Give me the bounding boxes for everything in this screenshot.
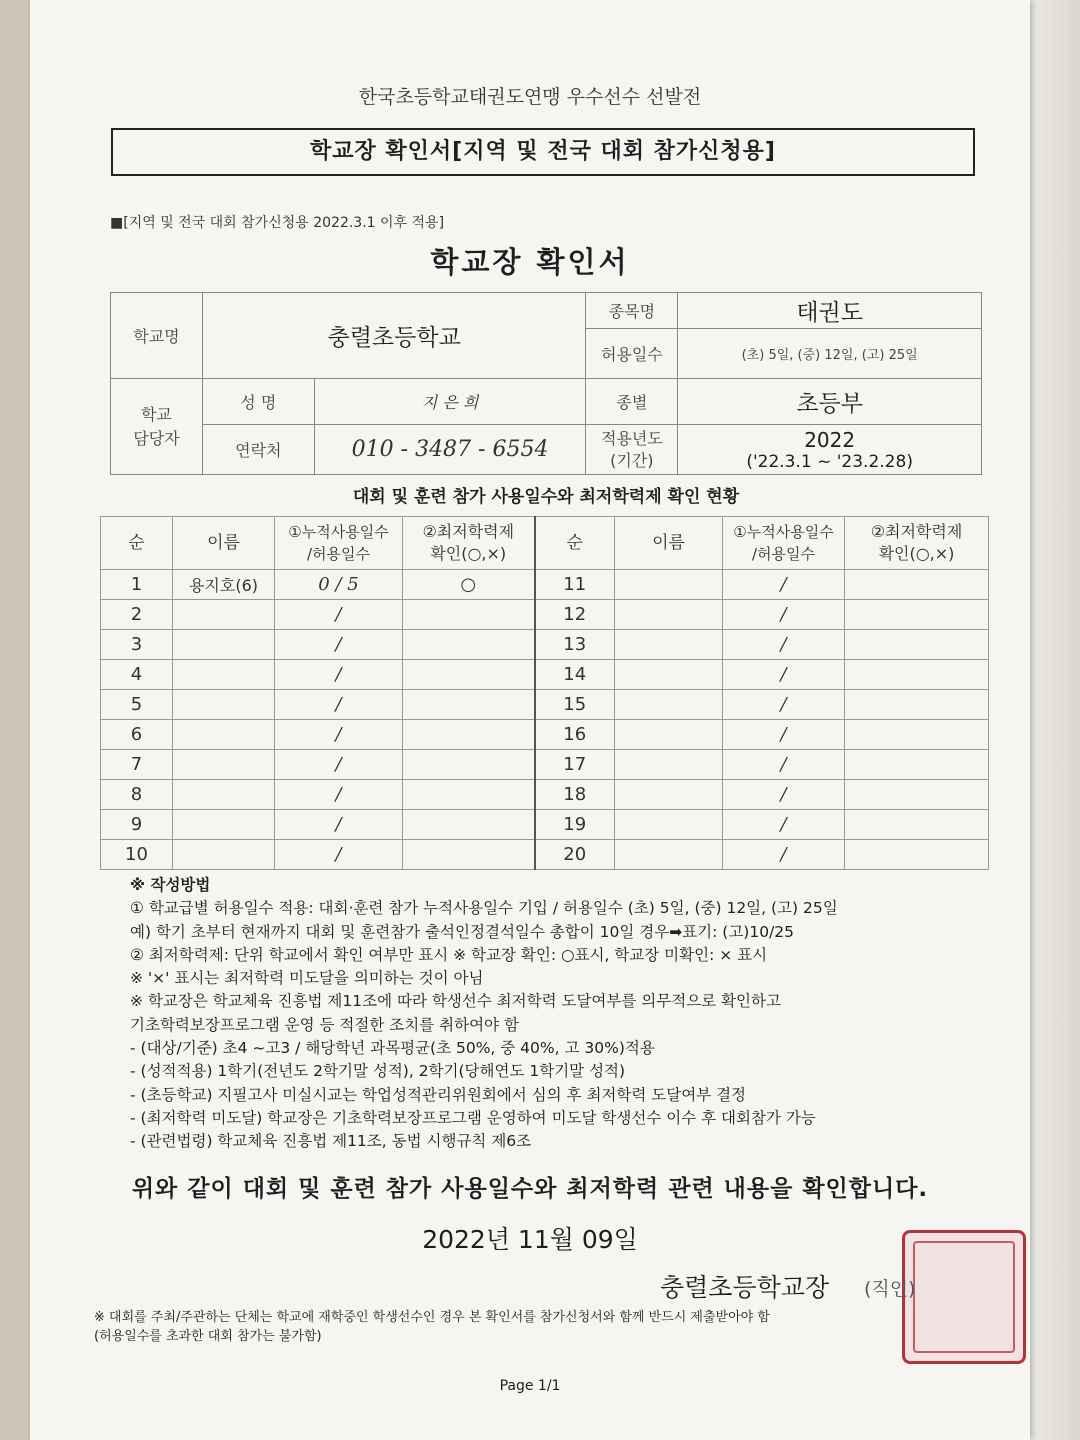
roster-cell-no: 20 [535, 840, 615, 870]
roster-cell-days: / [275, 600, 403, 630]
year-period: ('22.3.1 ~ '23.2.28) [746, 451, 913, 472]
division-value: 초등부 [678, 379, 982, 425]
roster-cell-check [403, 690, 535, 720]
roster-cell-days: / [723, 780, 845, 810]
roster-cell-no: 4 [101, 660, 173, 690]
division-label: 종별 [586, 379, 678, 425]
col-header-check: ②최저학력제 확인(○,×) [845, 517, 989, 570]
instruction-line: - (관련법령) 학교체육 진흥법 제11조, 동법 시행규칙 제6조 [130, 1132, 532, 1151]
event-value: 태권도 [678, 293, 982, 329]
roster-cell-days: / [723, 750, 845, 780]
roster-table [100, 516, 989, 870]
roster-cell-check [403, 810, 535, 840]
school-name-label: 학교명 [111, 293, 203, 379]
roster-cell-no: 8 [101, 780, 173, 810]
roster-cell-check [845, 750, 989, 780]
footnote [94, 1308, 1014, 1346]
roster-cell-name [173, 750, 275, 780]
roster-cell-name [615, 780, 723, 810]
roster-cell-no: 16 [535, 720, 615, 750]
roster-cell-check [845, 630, 989, 660]
allowed-days-value: (초) 5일, (중) 12일, (고) 25일 [678, 329, 982, 379]
table-row [101, 600, 989, 630]
roster-cell-days: / [275, 840, 403, 870]
roster-cell-check [845, 570, 989, 600]
roster-cell-name [615, 600, 723, 630]
roster-cell-no: 14 [535, 660, 615, 690]
roster-cell-no: 2 [101, 600, 173, 630]
instruction-line: - (초등학교) 지필고사 미실시교는 학업성적관리위원회에서 심의 후 최저학력 도달여부 결정 [130, 1085, 747, 1104]
col-header-days: ①누적사용일수 /허용일수 [723, 517, 845, 570]
roster-cell-name [615, 720, 723, 750]
roster-cell-days: / [275, 630, 403, 660]
footnote-line: (허용일수를 초과한 대회 참가는 불가함) [94, 1329, 322, 1344]
roster-cell-days: / [275, 750, 403, 780]
school-info-table [110, 292, 982, 475]
roster-cell-name [173, 660, 275, 690]
manager-name-value: 지 은 희 [314, 379, 586, 425]
roster-cell-check [845, 660, 989, 690]
table-row [101, 570, 989, 600]
roster-cell-check [845, 780, 989, 810]
roster-cell-no: 13 [535, 630, 615, 660]
scope-note: ■[지역 및 전국 대회 참가신청용 2022.3.1 이후 적용] [110, 215, 445, 231]
table-row [101, 660, 989, 690]
roster-section-title: 대회 및 훈련 참가 사용일수와 최저학력제 확인 현황 [352, 487, 740, 507]
instruction-line: ※ 학교장은 학교체육 진흥법 제11조에 따라 학생선수 최저학력 도달여부를 의무적으로 확인하고 [130, 992, 781, 1011]
table-row [101, 750, 989, 780]
instruction-line: 예) 학기 초부터 현재까지 대회 및 훈련참가 출석인정결석일수 총합이 10일 경우➡표기: (고)10/25 [130, 922, 795, 941]
confirmation-statement: 위와 같이 대회 및 훈련 참가 사용일수와 최저학력 관련 내용을 확인합니다. [131, 1176, 929, 1202]
roster-cell-no: 10 [101, 840, 173, 870]
event-label: 종목명 [586, 293, 678, 329]
col-header-no: 순 [101, 517, 173, 570]
roster-cell-days: / [723, 600, 845, 630]
manager-label: 학교 담당자 [111, 379, 203, 475]
roster-cell-check [403, 660, 535, 690]
roster-cell-name [615, 630, 723, 660]
instruction-line: ① 학교급별 허용일수 적용: 대회·훈련 참가 누적사용일수 기입 / 허용일수 (초) 5일, (중) 12일, (고) 25일 [130, 899, 838, 918]
roster-cell-no: 5 [101, 690, 173, 720]
instruction-line: - (대상/기준) 초4 ~고3 / 해당학년 과목평균(초 50%, 중 40%, 고 30%)적용 [130, 1039, 655, 1058]
org-title: 한국초등학교태권도연맹 우수선수 선발전 [358, 86, 702, 108]
roster-cell-check: ○ [403, 570, 535, 600]
school-name-value: 충렬초등학교 [202, 293, 586, 379]
document-title: 학교장 확인서 [430, 245, 630, 279]
year-cell [678, 425, 982, 475]
roster-cell-name [615, 690, 723, 720]
instruction-line: - (성적적용) 1학기(전년도 2학기말 성적), 2학기(당해연도 1학기말 성적) [130, 1062, 626, 1081]
roster-cell-no: 7 [101, 750, 173, 780]
year-label: 적용년도 (기간) [586, 425, 678, 475]
instruction-line: 기초학력보장프로그램 운영 등 적절한 조치를 취하여야 함 [130, 1015, 519, 1034]
form-title-box: 학교장 확인서[지역 및 전국 대회 참가신청용] [111, 128, 975, 176]
roster-cell-check [403, 780, 535, 810]
roster-cell-days: 0 / 5 [275, 570, 403, 600]
roster-body [101, 570, 989, 870]
col-header-name: 이름 [173, 517, 275, 570]
instruction-line: - (최저학력 미도달) 학교장은 기초학력보장프로그램 운영하여 미도달 학생선수 이수 후 대회참가 가능 [130, 1108, 816, 1127]
roster-cell-no: 11 [535, 570, 615, 600]
col-header-name: 이름 [615, 517, 723, 570]
roster-cell-name [615, 750, 723, 780]
roster-cell-no: 18 [535, 780, 615, 810]
roster-cell-name [173, 810, 275, 840]
roster-cell-check [403, 630, 535, 660]
roster-cell-name [173, 630, 275, 660]
roster-cell-name [615, 570, 723, 600]
roster-cell-days: / [275, 720, 403, 750]
roster-cell-name [173, 780, 275, 810]
roster-cell-check [845, 840, 989, 870]
roster-cell-no: 19 [535, 810, 615, 840]
roster-cell-days: / [723, 660, 845, 690]
instruction-line: ※ '×' 표시는 최저학력 미도달을 의미하는 것이 아님 [130, 969, 484, 988]
roster-cell-no: 6 [101, 720, 173, 750]
principal-title: 충렬초등학교장 [660, 1273, 830, 1302]
table-row [101, 720, 989, 750]
roster-cell-days: / [723, 630, 845, 660]
col-header-no: 순 [535, 517, 615, 570]
roster-cell-no: 3 [101, 630, 173, 660]
allowed-days-label: 허용일수 [586, 329, 678, 379]
roster-cell-no: 15 [535, 690, 615, 720]
document-page [30, 0, 1030, 1440]
roster-cell-days: / [723, 570, 845, 600]
roster-cell-name [615, 840, 723, 870]
roster-cell-no: 9 [101, 810, 173, 840]
roster-cell-check [403, 720, 535, 750]
roster-cell-name [173, 690, 275, 720]
roster-cell-days: / [275, 660, 403, 690]
manager-name-label: 성 명 [202, 379, 314, 425]
seal-label: (직인) [864, 1278, 916, 1300]
table-row [101, 810, 989, 840]
roster-cell-name [173, 840, 275, 870]
table-row [101, 690, 989, 720]
roster-cell-name [615, 660, 723, 690]
roster-cell-days: / [723, 840, 845, 870]
year-value: 2022 [804, 427, 856, 452]
roster-cell-check [403, 600, 535, 630]
roster-cell-days: / [723, 690, 845, 720]
footnote-line: ※ 대회를 주최/주관하는 단체는 학교에 재학중인 학생선수인 경우 본 확인서를 참가신청서와 함께 반드시 제출받아야 함 [94, 1310, 770, 1325]
roster-cell-name [173, 600, 275, 630]
table-row [101, 630, 989, 660]
table-row [101, 780, 989, 810]
col-header-days: ①누적사용일수 /허용일수 [275, 517, 403, 570]
roster-cell-days: / [275, 810, 403, 840]
instruction-line: ② 최저학력제: 단위 학교에서 확인 여부만 표시 ※ 학교장 확인: ○표시, 학교장 미확인: × 표시 [130, 945, 768, 964]
instructions [130, 874, 1030, 1154]
roster-cell-no: 1 [101, 570, 173, 600]
roster-cell-days: / [275, 690, 403, 720]
roster-cell-check [403, 750, 535, 780]
instruction-line: ※ 작성방법 [130, 876, 211, 894]
roster-cell-check [845, 720, 989, 750]
roster-cell-name [173, 720, 275, 750]
roster-cell-days: / [275, 780, 403, 810]
contact-value: 010 - 3487 - 6554 [314, 425, 586, 475]
page-number: Page 1/1 [499, 1378, 561, 1394]
roster-cell-name [615, 810, 723, 840]
col-header-check: ②최저학력제 확인(○,×) [403, 517, 535, 570]
issue-date: 2022년 11월 09일 [422, 1225, 638, 1254]
roster-cell-check [845, 810, 989, 840]
roster-cell-no: 17 [535, 750, 615, 780]
table-row [101, 840, 989, 870]
roster-cell-name: 용지호(6) [173, 570, 275, 600]
roster-cell-check [845, 600, 989, 630]
contact-label: 연락처 [202, 425, 314, 475]
roster-cell-check [403, 840, 535, 870]
roster-cell-check [845, 690, 989, 720]
roster-cell-days: / [723, 810, 845, 840]
roster-cell-days: / [723, 720, 845, 750]
roster-cell-no: 12 [535, 600, 615, 630]
paper-edge [1030, 0, 1080, 1440]
